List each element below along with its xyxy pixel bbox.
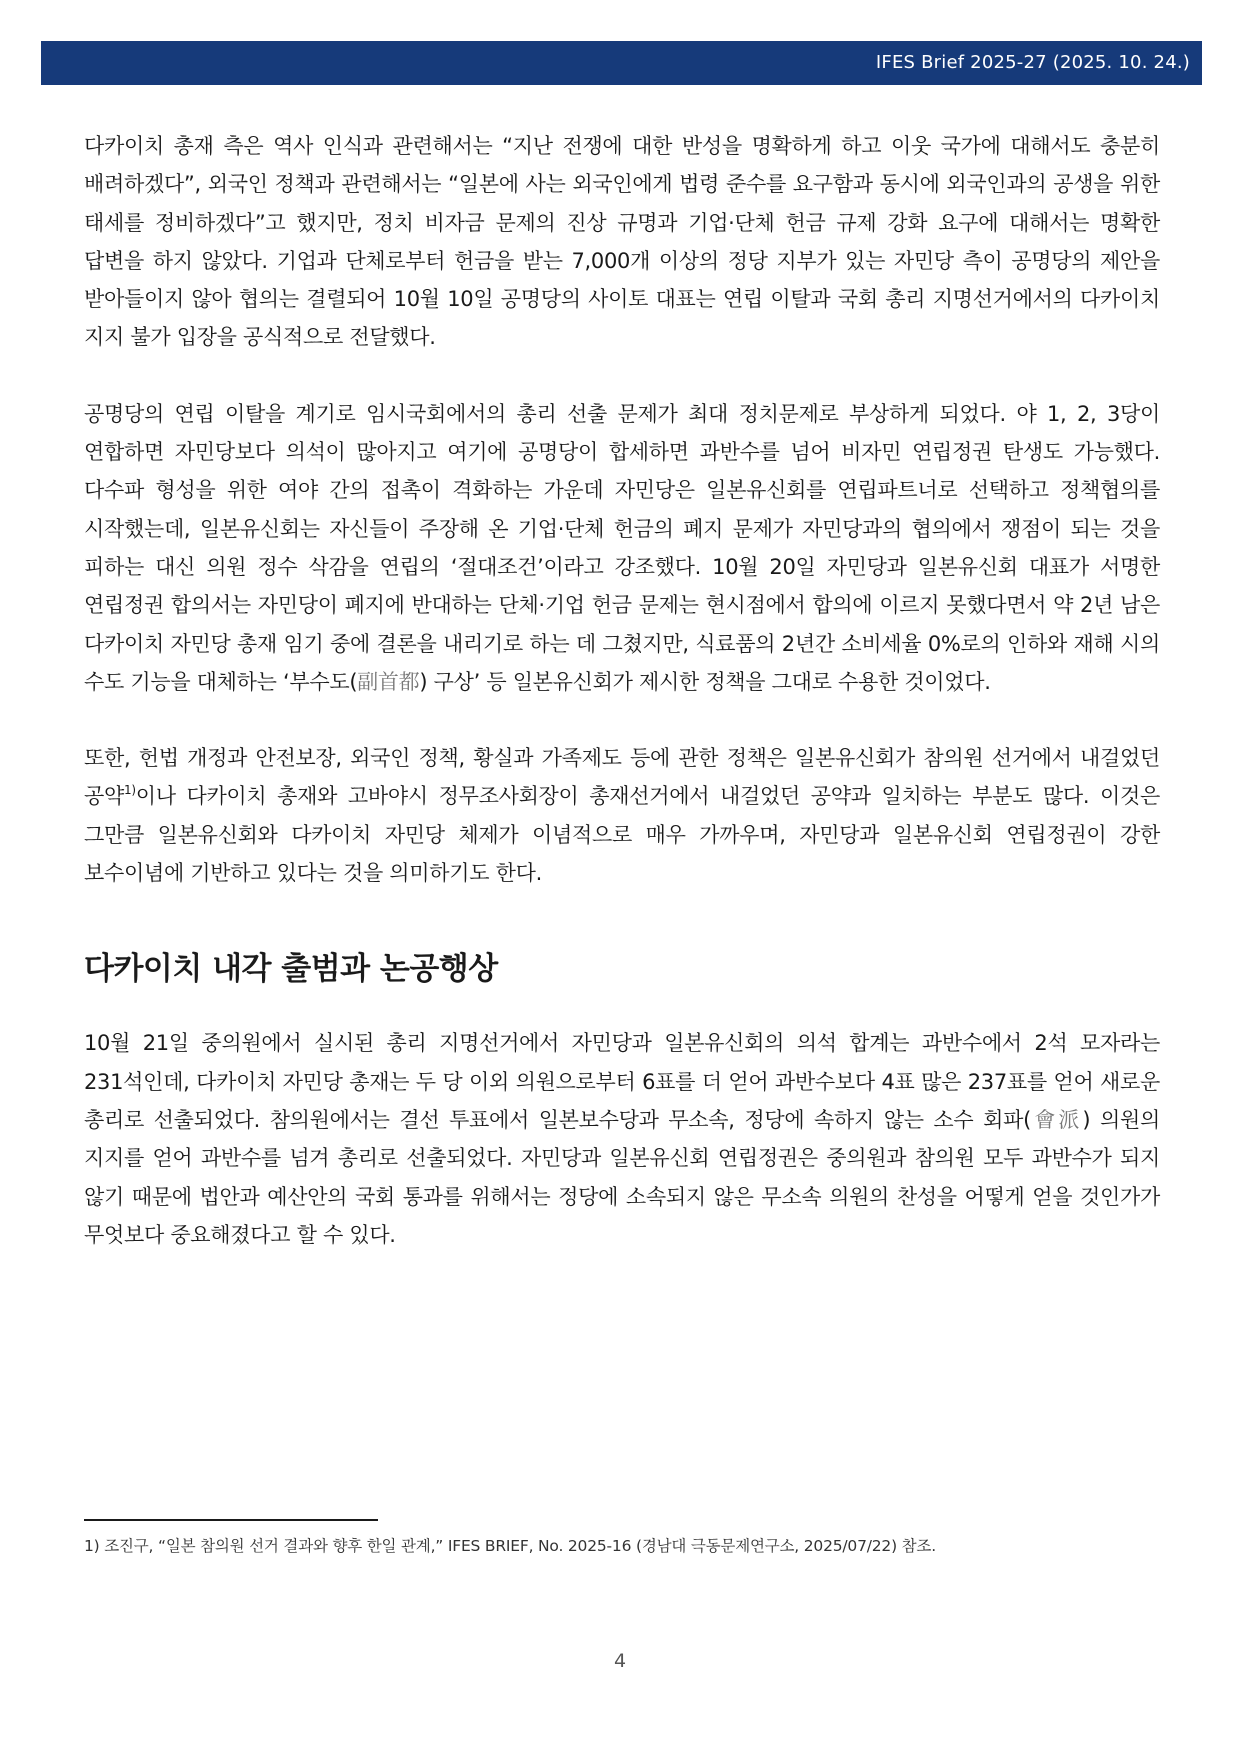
- main-content: [84, 127, 1160, 1254]
- paragraph-3-text-a: 또한, 헌법 개정과 안전보장, 외국인 정책, 황실과 가족제도 등에 관한 정책은 일본유신회가 참의원 선거에서 내걸었던 공약: [84, 746, 1160, 809]
- paragraph-3-text-b: 이나 다카이치 총재와 고바야시 정무조사회장이 총재선거에서 내걸었던 공약과 일치하는 부분도 많다. 이것은 그만큼 일본유신회와 다카이치 자민당 체제가 이념적으로 매우 가까우며, 자민당과 일본유신회 연립정권이 강한 보수이념에 기반하고 있다는 것을 의미하기도 한다.: [84, 784, 1160, 886]
- footnote: 1) 조진구, “일본 참의원 선거 결과와 향후 한일 관계,” IFES BRIEF, No. 2025-16 (경남대 극동문제연구소, 2025/07/22) 참조.: [84, 1537, 936, 1555]
- paragraph-1: 다카이치 총재 측은 역사 인식과 관련해서는 “지난 전쟁에 대한 반성을 명확하게 하고 이웃 국가에 대해서도 충분히 배려하겠다”, 외국인 정책과 관련해서는 “일본에 사는 외국인에게 법령 준수를 요구함과 동시에 외국인과의 공생을 위한 태세를 정비하겠다”고 했지만, 정치 비자금 문제의 진상 규명과 기업·단체 헌금 규제 강화 요구에 대해서는 명확한 답변을 하지 않았다. 기업과 단체로부터 헌금을 받는 7,000개 이상의 정당 지부가 있는 자민당 측이 공명당의 제안을 받아들이지 않아 협의는 결렬되어 10월 10일 공명당의 사이토 대표는 연립 이탈과 국회 총리 지명선거에서의 다카이치 지지 불가 입장을 공식적으로 전달했다.: [84, 134, 1160, 350]
- footnote-reference[interactable]: 1): [123, 783, 136, 798]
- page-number: 4: [613, 1650, 627, 1672]
- section-heading: 다카이치 내각 출범과 논공행상: [84, 951, 498, 988]
- paragraph-2-text-b: ) 구상’ 등 일본유신회가 제시한 정책을 그대로 수용한 것이었다.: [419, 669, 991, 694]
- header-bar: [41, 41, 1202, 85]
- paragraph-4-text-a: 10월 21일 중의원에서 실시된 총리 지명선거에서 자민당과 일본유신회의 의석 합계는 과반수에서 2석 모자라는 231석인데, 다카이치 자민당 총재는 두 당 이외 의원으로부터 6표를 더 얻어 과반수보다 4표 많은 237표를 얻어 새로운 총리로 선출되었다. 참의원에서는 결선 투표에서 일본보수당과 무소속, 정당에 속하지 않는 소수 회파(: [84, 1031, 1160, 1132]
- paragraph-3: [84, 739, 1160, 892]
- brief-label: IFES Brief 2025-27 (2025. 10. 24.): [875, 52, 1190, 73]
- paragraph-2: [84, 395, 1160, 701]
- paragraph-2-text-a: 공명당의 연립 이탈을 계기로 임시국회에서의 총리 선출 문제가 최대 정치문제로 부상하게 되었다. 야 1, 2, 3당이 연합하면 자민당보다 의석이 많아지고 여기에 공명당이 합세하면 과반수를 넘어 비자민 연립정권 탄생도 가능했다. 다수파 형성을 위한 여야 간의 접촉이 격화하는 가운데 자민당은 일본유신회를 연립파트너로 선택하고 정책협의를 시작했는데, 일본유신회는 자신들이 주장해 온 기업·단체 헌금의 폐지 문제가 자민당과의 협의에서 쟁점이 되는 것을 피하는 대신 의원 정수 삭감을 연립의 ‘절대조건’이라고 강조했다. 10월 20일 자민당과 일본유신회 대표가 서명한 연립정권 합의서는 자민당이 폐지에 반대하는 단체·기업 헌금 문제는 현시점에서 합의에 이르지 못했다면서 약 2년 남은 다카이치 자민당 총재 임기 중에 결론을 내리기로 하는 데 그쳤지만, 식료품의 2년간 소비세율 0%로의 인하와 재해 시의 수도 기능을 대체하는 ‘부수도(: [84, 401, 1160, 694]
- paragraph-4-text-b: ) 의원의 지지를 얻어 과반수를 넘겨 총리로 선출되었다. 자민당과 일본유신회 연립정권은 중의원과 참의원 모두 과반수가 되지 않기 때문에 법안과 예산안의 국회 통과를 위해서는 정당에 소속되지 않은 무소속 의원의 찬성을 어떻게 얻을 것인가가 무엇보다 중요해졌다고 할 수 있다.: [84, 1107, 1160, 1247]
- paragraph-4: [84, 1024, 1160, 1254]
- hanja-term: 會派: [1030, 1107, 1083, 1132]
- footnote-divider: [84, 1519, 378, 1521]
- hanja-term: 副首都: [357, 669, 420, 694]
